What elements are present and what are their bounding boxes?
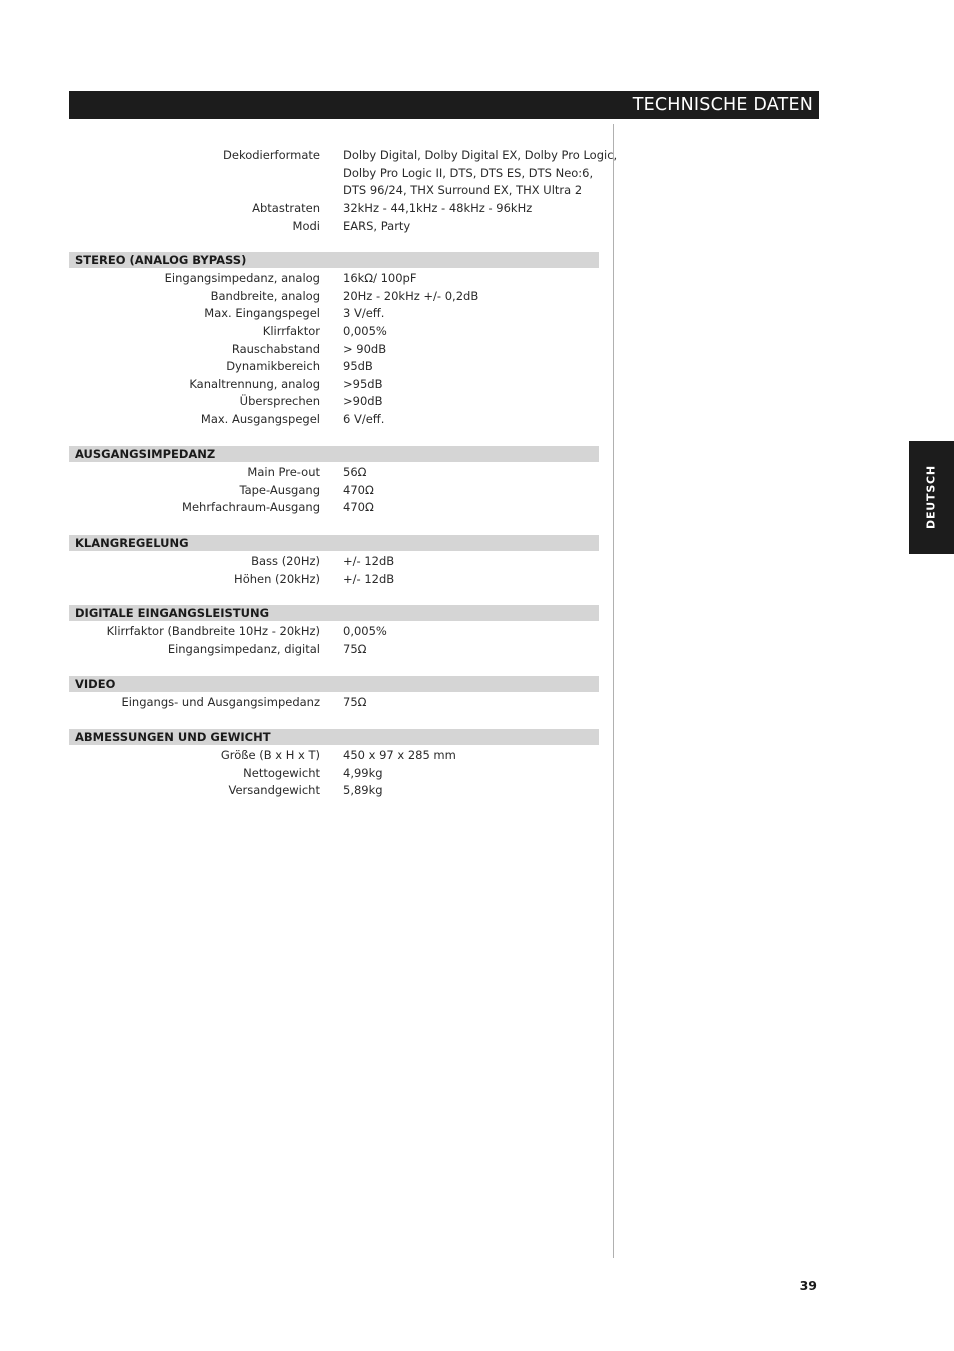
spec-row (69, 358, 599, 376)
spec-label: Eingangsimpedanz, analog (164, 271, 320, 285)
spec-label: Klirrfaktor (262, 323, 320, 338)
spec-value: Dolby Pro Logic II, DTS, DTS ES, DTS Neo:6, (343, 165, 594, 180)
spec-label: Versandgewicht (228, 783, 320, 798)
spec-label: Größe (B x H x T) (220, 748, 320, 762)
spec-value: 95dB (343, 359, 373, 374)
spec-label: Abtastraten (252, 200, 320, 215)
spec-label: Dynamikbereich (226, 359, 320, 374)
spec-row (69, 782, 599, 800)
spec-row (69, 341, 599, 359)
spec-label: Klirrfaktor (Bandbreite 10Hz - 20kHz) (106, 624, 320, 638)
spec-row (69, 411, 599, 429)
spec-row (69, 323, 599, 341)
spec-row (69, 305, 599, 323)
spec-row (69, 376, 599, 394)
spec-row (69, 464, 599, 482)
spec-value: EARS, Party (343, 218, 411, 233)
intro-specs (69, 147, 618, 235)
spec-row (69, 553, 599, 571)
spec-value: 450 x 97 x 285 mm (343, 748, 456, 762)
spec-label: Tape-Ausgang (239, 482, 320, 497)
spec-row (69, 200, 599, 218)
spec-row (69, 571, 599, 589)
spec-value: 20Hz - 20kHz +/- 0,2dB (343, 288, 479, 303)
spec-value: > 90dB (343, 341, 387, 356)
spec-value: 4,99kg (343, 765, 383, 780)
section-stereo (69, 252, 599, 429)
spec-row (69, 165, 599, 183)
spec-label: Max. Ausgangspegel (200, 412, 320, 427)
spec-value: 6 V/eff. (343, 412, 385, 427)
spec-label: Max. Eingangspegel (204, 306, 320, 321)
spec-value: DTS 96/24, THX Surround EX, THX Ultra 2 (343, 183, 583, 198)
spec-value: 0,005% (343, 323, 387, 338)
spec-label: Modi (292, 218, 320, 233)
language-tab-label: DEUTSCH (924, 465, 938, 529)
section-heading: KLANGREGELUNG (69, 535, 599, 551)
section-video (69, 676, 599, 712)
page-title: TECHNISCHE DATEN (632, 95, 813, 115)
spec-value: 470Ω (343, 482, 374, 497)
section-abmessungen-und-gewicht (69, 729, 599, 800)
section-ausgangsimpedanz (69, 446, 599, 517)
language-tab (909, 441, 954, 554)
spec-value: +/- 12dB (343, 571, 395, 586)
spec-label: Dekodierformate (223, 148, 320, 162)
spec-value: 16kΩ/ 100pF (343, 271, 417, 285)
spec-value: 3 V/eff. (343, 306, 385, 321)
spec-value: 75Ω (343, 641, 367, 656)
spec-value: 75Ω (343, 695, 367, 709)
spec-label: Rauschabstand (231, 341, 320, 356)
spec-value: >95dB (343, 376, 383, 391)
spec-label: Eingangs- und Ausgangsimpedanz (121, 695, 320, 709)
section-digitale-eingangsleistung (69, 605, 599, 658)
spec-value: 5,89kg (343, 783, 383, 798)
section-klangregelung (69, 535, 599, 588)
spec-row (69, 747, 599, 765)
spec-value: 56Ω (343, 465, 367, 479)
spec-row (69, 147, 618, 165)
header-bar (69, 91, 819, 119)
column-divider (613, 124, 614, 1258)
spec-row (69, 182, 599, 200)
spec-label: Übersprechen (239, 394, 320, 409)
spec-row (69, 270, 599, 288)
spec-row (69, 218, 599, 236)
spec-row (69, 482, 599, 500)
page-number: 39 (799, 1278, 817, 1293)
spec-value: 32kHz - 44,1kHz - 48kHz - 96kHz (343, 200, 533, 215)
spec-row (69, 623, 599, 641)
spec-label: Kanaltrennung, analog (189, 376, 320, 391)
section-heading: ABMESSUNGEN UND GEWICHT (69, 729, 599, 745)
spec-label: Höhen (20kHz) (234, 571, 320, 586)
spec-row (69, 694, 599, 712)
spec-value: Dolby Digital, Dolby Digital EX, Dolby Pro Logic, (343, 148, 618, 162)
section-heading: VIDEO (69, 676, 599, 692)
section-heading: AUSGANGSIMPEDANZ (69, 446, 599, 462)
spec-row (69, 765, 599, 783)
spec-row (69, 641, 599, 659)
spec-value: +/- 12dB (343, 554, 395, 568)
spec-value: 470Ω (343, 500, 374, 515)
spec-value: 0,005% (343, 624, 387, 638)
spec-label: Eingangsimpedanz, digital (167, 641, 320, 656)
spec-row (69, 393, 599, 411)
section-heading: DIGITALE EINGANGSLEISTUNG (69, 605, 599, 621)
spec-label: Mehrfachraum-Ausgang (182, 500, 320, 515)
section-heading: STEREO (ANALOG BYPASS) (69, 252, 599, 268)
spec-label: Bandbreite, analog (210, 288, 320, 303)
spec-label: Main Pre-out (247, 465, 320, 479)
spec-value: >90dB (343, 394, 383, 409)
spec-row (69, 288, 599, 306)
spec-row (69, 499, 599, 517)
spec-label: Nettogewicht (243, 765, 320, 780)
spec-label: Bass (20Hz) (251, 554, 320, 568)
